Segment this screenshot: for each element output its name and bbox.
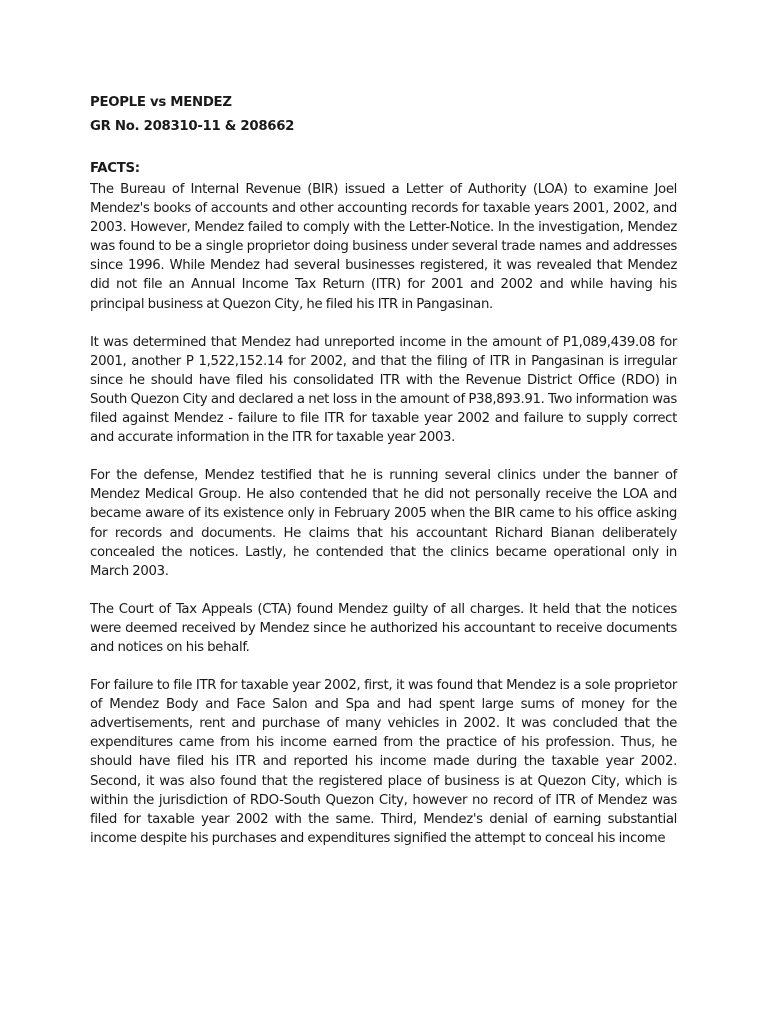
facts-heading: FACTS: xyxy=(90,161,140,176)
paragraph-defense: For the defense, Mendez testified that he is running several clinics under the banner of Mendez Medical Group. He also contended that he did not personally receive the LOA and became aware of its existence only in February 2005 when the BIR came to his office asking for records and documents. He claims that his accountant Richard Bianan deliberately concealed the notices. Lastly, he contended that the clinics became operational only in March 2003. xyxy=(90,468,677,579)
case-title: PEOPLE vs MENDEZ xyxy=(90,95,232,110)
document-page xyxy=(90,93,677,848)
case-number: GR No. 208310-11 & 208662 xyxy=(90,119,295,134)
paragraph-loa-investigation: The Bureau of Internal Revenue (BIR) issued a Letter of Authority (LOA) to examine Joel Mendez's books of accounts and other accounting records for taxable years 2001, 2002, and 2003. However, Mendez failed to comply with the Letter-Notice. In the investigation, Mendez was found to be a single proprietor doing business under several trade names and addresses since 1996. While Mendez had several businesses registered, it was revealed that Mendez did not file an Annual Income Tax Return (ITR) for 2001 and 2002 and while having his principal business at Quezon City, he filed his ITR in Pangasinan. xyxy=(90,182,677,312)
paragraph-failure-to-file: For failure to file ITR for taxable year 2002, first, it was found that Mendez is a sole proprietor of Mendez Body and Face Salon and Spa and had spent large sums of money for the advertisements, rent and purchase of many vehicles in 2002. It was concluded that the expenditures came from his income earned from the practice of his profession. Thus, he should have filed his ITR and reported his income made during the taxable year 2002. Second, it was also found that the registered place of business is at Quezon City, which is within the jurisdiction of RDO-South Quezon City, however no record of ITR of Mendez was filed for taxable year 2002 with the same. Third, Mendez's denial of earning substantial income despite his purchases and expenditures signified the attempt to conceal his income xyxy=(90,678,677,846)
paragraph-cta-ruling: The Court of Tax Appeals (CTA) found Mendez guilty of all charges. It held that the notices were deemed received by Mendez since he authorized his accountant to receive documents and notices on his behalf. xyxy=(90,601,677,655)
paragraph-unreported-income: It was determined that Mendez had unreported income in the amount of P1,089,439.08 for 2001, another P 1,522,152.14 for 2002, and that the filing of ITR in Pangasinan is irregular since he should have filed his consolidated ITR with the Revenue District Office (RDO) in South Quezon City and declared a net loss in the amount of P38,893.91. Two information was filed against Mendez - failure to file ITR for taxable year 2002 and failure to supply correct and accurate information in the ITR for taxable year 2003. xyxy=(90,334,677,446)
